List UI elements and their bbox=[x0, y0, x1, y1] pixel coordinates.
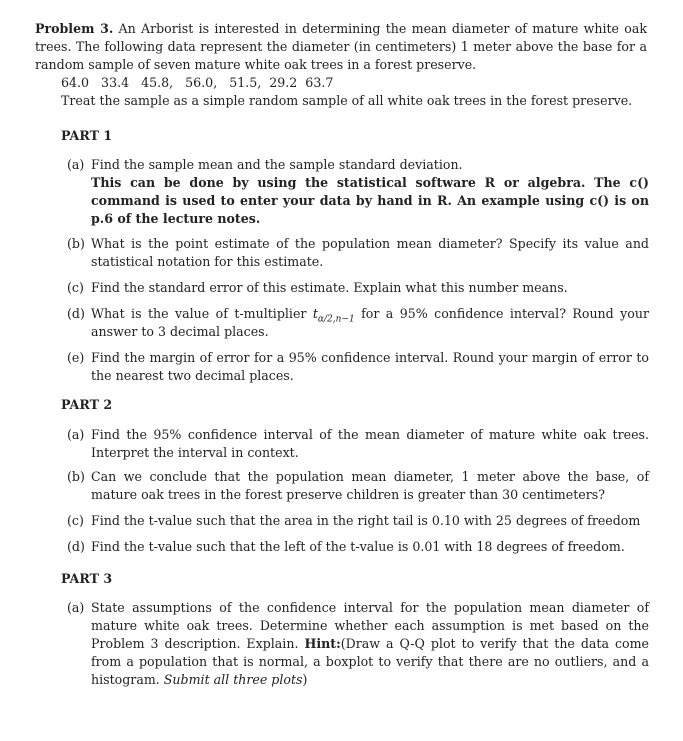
part1-title: PART 1 bbox=[61, 128, 113, 143]
t-subscript: α/2,n−1 bbox=[317, 314, 355, 325]
part2-d-text: Find the t-value such that the left of the t-value is 0.01 with 18 degrees of freedom. bbox=[91, 539, 625, 554]
problem-heading: Problem 3. bbox=[35, 21, 114, 36]
part2-item-c bbox=[67, 512, 649, 530]
part1-e-text: Find the margin of error for a 95% confidence interval. Round your margin of error to the nearest two decimal places. bbox=[91, 350, 649, 383]
part1-a-bold-note: This can be done by using the statistical software R or algebra. The c() command is used to enter your data by hand in R. An example using c() is on p.6 of the lecture notes. bbox=[91, 175, 649, 226]
hint-close-paren: ) bbox=[302, 672, 308, 687]
part2-a-text: Find the 95% confidence interval of the mean diameter of mature white oak trees. Interpret the interval in context. bbox=[91, 427, 649, 460]
item-label: (a) bbox=[67, 600, 85, 615]
part3-a-main: State assumptions of the confidence interval for the population mean diameter of mature white oak trees. Determine whether each assumption is met based on the Problem 3 description. Explain. bbox=[91, 600, 649, 651]
problem-intro bbox=[35, 20, 647, 74]
item-label: (c) bbox=[67, 280, 84, 295]
part1-b-text: What is the point estimate of the population mean diameter? Specify its value and statistical notation for this estimate. bbox=[91, 236, 649, 269]
item-label: (a) bbox=[67, 427, 85, 442]
data-values: 64.0 33.4 45.8, 56.0, 51.5, 29.2 63.7 bbox=[61, 75, 334, 90]
item-label: (c) bbox=[67, 513, 84, 528]
part1-d-text-before: What is the value of t-multiplier bbox=[91, 306, 313, 321]
part2-b-text: Can we conclude that the population mean diameter, 1 meter above the base, of mature oak trees in the forest preserve children is greater than 30 centimeters? bbox=[91, 469, 649, 502]
item-label: (d) bbox=[67, 306, 85, 321]
t-symbol: t bbox=[312, 306, 318, 321]
problem-intro-text: An Arborist is interested in determining the mean diameter of mature white oak trees. The following data represent the diameter (in centimeters) 1 meter above the base for a random sample of seven mature white oak trees in a forest preserve. bbox=[35, 21, 647, 72]
item-label: (b) bbox=[67, 469, 85, 484]
part3-title: PART 3 bbox=[61, 571, 113, 586]
item-label: (e) bbox=[67, 350, 85, 365]
part2-item-b bbox=[67, 468, 649, 504]
problem-statement bbox=[35, 20, 647, 110]
part2-title: PART 2 bbox=[61, 397, 113, 412]
t-multiplier-symbol bbox=[312, 306, 355, 325]
part1-item-b bbox=[67, 235, 649, 271]
part2-item-d bbox=[67, 538, 649, 556]
submit-plots-note: Submit all three plots bbox=[163, 672, 303, 687]
item-label: (b) bbox=[67, 236, 85, 251]
sample-assumption: Treat the sample as a simple random sample of all white oak trees in the forest preserve. bbox=[61, 93, 633, 108]
item-label: (d) bbox=[67, 539, 85, 554]
part2-c-text: Find the t-value such that the area in the right tail is 0.10 with 25 degrees of freedom bbox=[91, 513, 641, 528]
part1-item-e bbox=[67, 349, 649, 385]
part1-d-text-after: for a 95% confidence interval? Round your answer to 3 decimal places. bbox=[91, 306, 649, 339]
hint-label: Hint: bbox=[304, 636, 341, 651]
part3-a-text bbox=[91, 599, 649, 689]
part1-c-text: Find the standard error of this estimate. Explain what this number means. bbox=[91, 280, 568, 295]
hint-text: (Draw a Q-Q plot to verify that the data come from a population that is normal, a boxplot to verify that there are no outliers, and a histogram. bbox=[91, 636, 649, 687]
part1-item-c bbox=[67, 279, 649, 297]
part1-d-text bbox=[91, 305, 649, 341]
part1-item-a bbox=[67, 156, 649, 228]
part3-item-a bbox=[67, 599, 649, 689]
part1-item-d bbox=[67, 305, 649, 341]
item-label: (a) bbox=[67, 157, 85, 172]
part2-item-a bbox=[67, 426, 649, 462]
part1-a-text: Find the sample mean and the sample standard deviation. bbox=[91, 157, 463, 172]
